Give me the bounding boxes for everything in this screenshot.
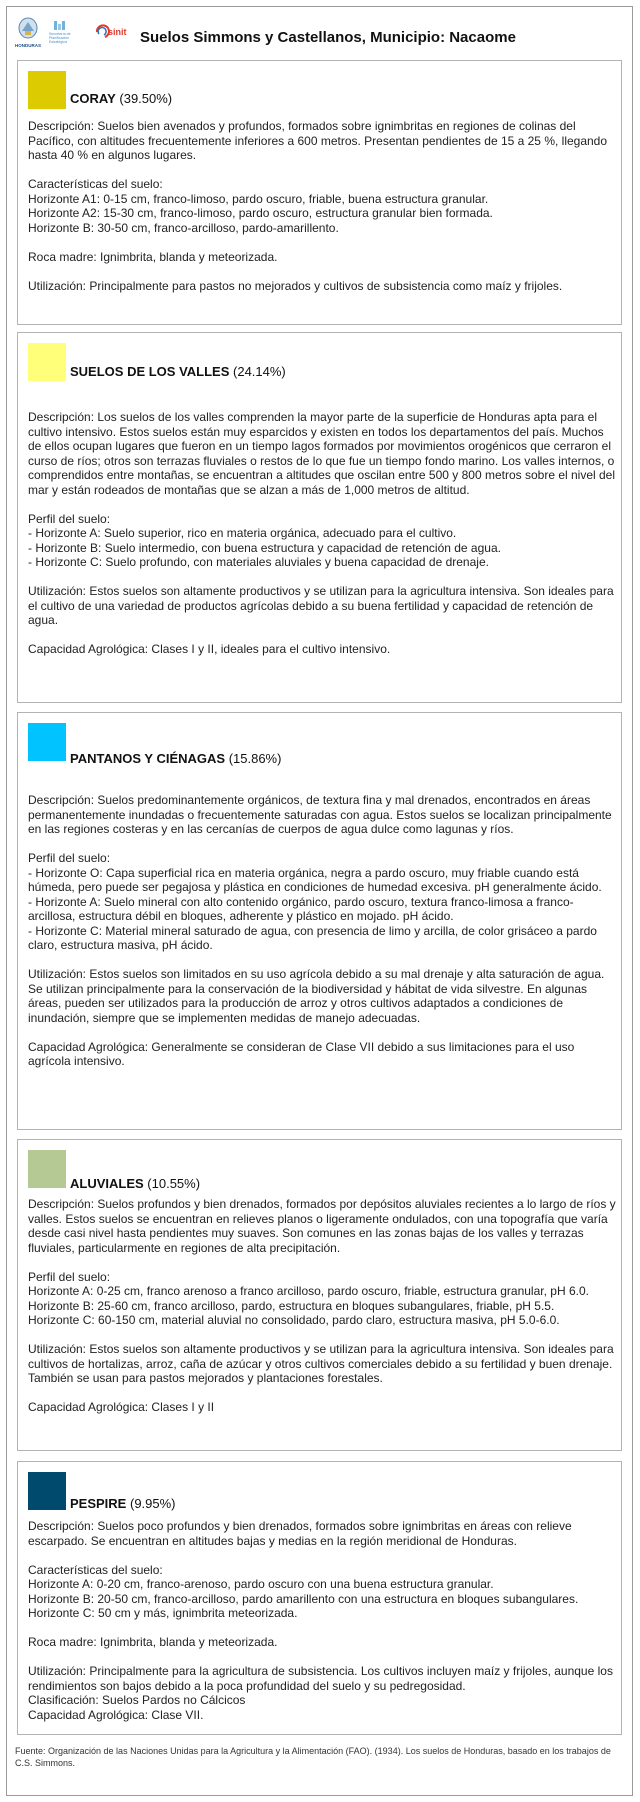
sinit-logo [95,23,133,41]
source-footnote: Fuente: Organización de las Naciones Unidas para la Agricultura y la Alimentación (FAO). (1934). Los suelos de Honduras, basado en los trabajos de C.S. Simmons. [15,1746,611,1768]
soil-name-label: PANTANOS Y CIÉNAGAS (15.86%) [70,751,282,766]
soil-description: Descripción: Suelos poco profundos y bien drenados, formados sobre ignimbritas en áreas con relieve escarpado. Se encuentran en altitudes bajas y medias en la región meridional de Honduras. Características del suelo: Horizonte A: 0-20 cm, franco-arenoso, pardo oscuro con una buena estructura granular. Horizonte B: 20-50 cm, franco-arcilloso, pardo amarillento con una estructura en bloques subangulares. Horizonte C: 50 cm y más, ignimbrita meteorizada. Roca madre: Ignimbrita, blanda y meteorizada. Utilización: Principalmente para la agricultura de subsistencia. Los cultivos incluyen maíz y frijoles, aunque los rendimientos son bajos debido a la poca profundidad del suelo y su pedregosidad. Clasificación: Suelos Pardos no Cálcicos Capacidad Agrológica: Clase VII. [28,1519,613,1722]
svg-text:sinit: sinit [108,27,127,37]
soil-name-label: CORAY (39.50%) [70,91,173,106]
svg-text:HONDURAS: HONDURAS [15,43,41,48]
soil-name-label: ALUVIALES (10.55%) [70,1176,201,1191]
soil-card-coray [17,60,622,325]
map-info-panel [6,6,633,1796]
soil-name-label: PESPIRE (9.95%) [70,1496,176,1511]
soil-card-suelos-de-los-valles [17,332,622,703]
secretaria-planificacion-logo: Secretaría de Planificación Estratégica [49,19,87,49]
map-title: Suelos Simmons y Castellanos, Municipio: Nacaome [140,29,516,46]
legend-color-swatch [28,1472,66,1510]
soil-card-pantanos-y-cienagas [17,712,622,1130]
legend-color-swatch [28,343,66,381]
honduras-coat-of-arms-logo [15,16,41,50]
soil-description: Descripción: Suelos profundos y bien drenados, formados por depósitos aluviales recientes a lo largo de ríos y valles. Estos suelos se encuentran en relieves planos o ligeramente ondulados, con una topografía que varía desde casi nivel hasta pendientes muy suaves. Son comunes en las zonas bajas de los valles y terrazas fluviales, particularmente en regiones de alta precipitación. Perfil del suelo: Horizonte A: 0-25 cm, franco arenoso a franco arcilloso, pardo oscuro, friable, estructura granular, pH 6.0. Horizonte B: 25-60 cm, franco arcilloso, pardo, estructura en bloques subangulares, friable, pH 5.5. Horizonte C: 60-150 cm, material aluvial no consolidado, pardo claro, estructura masiva, pH 5.0-6.0. Utilización: Estos suelos son altamente productivos y se utilizan para la agricultura intensiva. Son ideales para cultivos de hortalizas, arroz, caña de azúcar y otros cultivos comerciales debido a su fertilidad y buen drenaje. También se usan para pastos mejorados y plantaciones forestales. Capacidad Agrológica: Clases I y II [28,1197,616,1414]
legend-color-swatch [28,1150,66,1188]
soil-description: Descripción: Suelos bien avenados y profundos, formados sobre ignimbritas en regiones de colinas del Pacífico, con altitudes frecuentemente inferiores a 600 metros. Presentan pendientes de 15 a 25 %, llegando hasta 40 % en algunos lugares. Características del suelo: Horizonte A1: 0-15 cm, franco-limoso, pardo oscuro, friable, buena estructura granular. Horizonte A2: 15-30 cm, franco-limoso, pardo oscuro, estructura granular bien formada. Horizonte B: 30-50 cm, franco-arcilloso, pardo-amarillento. Roca madre: Ignimbrita, blanda y meteorizada. Utilización: Principalmente para pastos no mejorados y cultivos de subsistencia como maíz y frijoles. [28,119,608,293]
legend-color-swatch [28,723,66,761]
header [7,7,634,57]
soil-card-aluviales [17,1139,622,1451]
soil-description: Descripción: Los suelos de los valles comprenden la mayor parte de la superficie de Honduras apta para el cultivo intensivo. Estos suelos están muy esparcidos y existen en todos los departamentos del país. Muchos de ellos ocupan lugares que fueron en un tiempo lagos formados por movimientos orogénicos que cerraron el curso de ríos; otros son terrazas fluviales o restos de lo que fue un tiempo fondo marino. Los valles internos, o comprendidos entre montañas, se encuentran a altitudes que oscilan entre 500 y 800 metros sobre el nivel del mar y están rodeados de montañas que se alzan a más de 1,000 metros de altitud. Perfil del suelo: - Horizonte A: Suelo superior, rico en materia orgánica, adecuado para el cultivo. - Horizonte B: Suelo intermedio, con buena estructura y capacidad de retención de agua. - Horizonte C: Suelo profundo, con materiales aluviales y buena capacidad de drenaje. Utilización: Estos suelos son altamente productivos y se utilizan para la agricultura intensiva. Son ideales para el cultivo de una variedad de productos agrícolas debido a su buena fertilidad y capacidad de retención de agua. Capacidad Agrológica: Clases I y II, ideales para el cultivo intensivo. [28,410,616,656]
soil-card-pespire [17,1461,622,1735]
soil-description: Descripción: Suelos predominantemente orgánicos, de textura fina y mal drenados, encontrados en áreas permanentemente inundadas o frecuentemente saturadas con agua. Estos suelos se localizan principalmente en las regiones costeras y en las cercanías de cuerpos de agua dulce como lagunas y ríos. Perfil del suelo: - Horizonte O: Capa superficial rica en materia orgánica, negra a pardo oscuro, muy friable cuando está húmeda, pero puede ser pegajosa y plástica en condiciones de humedad excesiva. pH generalmente ácido. - Horizonte A: Suelo mineral con alto contenido orgánico, pardo oscuro, textura franco-limosa a franco-arcillosa, estructura débil en bloques, adherente y plástico en mojado. pH ácido. - Horizonte C: Material mineral saturado de agua, con presencia de limo y arcilla, de color grisáceo a pardo claro, estructura masiva, pH ácido. Utilización: Estos suelos son limitados en su uso agrícola debido a su mal drenaje y alta saturación de agua. Se utilizan principalmente para la conservación de la biodiversidad y hábitat de vida silvestre. En algunas áreas, pueden ser utilizados para la producción de arroz y otros cultivos adaptados a condiciones de inundación, siempre que se implementen medidas de manejo adecuadas. Capacidad Agrológica: Generalmente se consideran de Clase VII debido a sus limitaciones para el uso agrícola intensivo. [28,793,612,1068]
legend-color-swatch [28,71,66,109]
soil-name-label: SUELOS DE LOS VALLES (24.14%) [70,364,286,379]
